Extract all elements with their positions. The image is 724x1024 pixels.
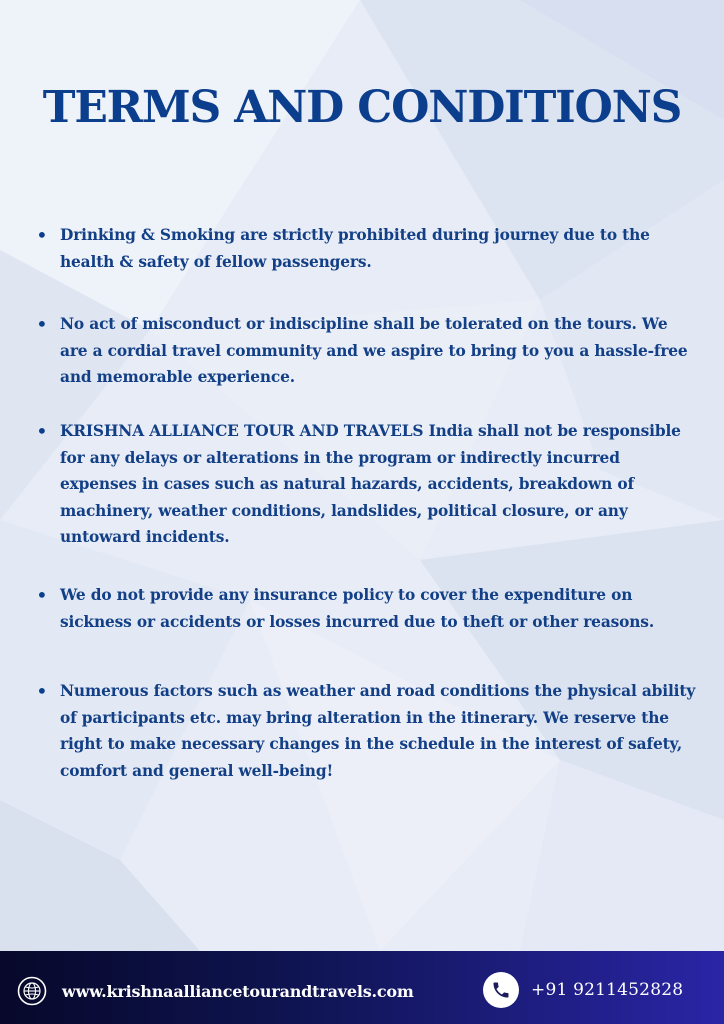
term-item xyxy=(36,678,696,784)
bullet-icon: • xyxy=(36,583,48,607)
term-text: KRISHNA ALLIANCE TOUR AND TRAVELS India shall not be responsible for any delays or alterations in the program or indirectly incurred expenses in cases such as natural hazards, accidents, breakdown of machinery, weather conditions, landslides, political closure, or any untoward incidents. xyxy=(60,422,681,546)
bullet-icon: • xyxy=(36,419,48,443)
term-item xyxy=(36,418,696,551)
bullet-icon: • xyxy=(36,312,48,336)
phone-number[interactable]: +91 9211452828 xyxy=(531,980,684,1000)
term-text: Numerous factors such as weather and road conditions the physical ability of participants etc. may bring alteration in the itinerary. We reserve the right to make necessary changes in the schedule in the interest of safety, comfort and general well-being! xyxy=(60,682,696,780)
term-text: Drinking & Smoking are strictly prohibited during journey due to the health & safety of fellow passengers. xyxy=(60,226,650,271)
globe-icon xyxy=(17,976,47,1006)
term-item xyxy=(36,222,696,275)
phone-icon xyxy=(483,972,519,1008)
bullet-icon: • xyxy=(36,223,48,247)
phone-glyph-icon xyxy=(491,980,511,1000)
term-item xyxy=(36,311,696,391)
term-text: No act of misconduct or indiscipline shall be tolerated on the tours. We are a cordial travel community and we aspire to bring to you a hassle-free and memorable experience. xyxy=(60,315,688,386)
term-text: We do not provide any insurance policy to cover the expenditure on sickness or accidents or losses incurred due to theft or other reasons. xyxy=(60,586,655,631)
term-item xyxy=(36,582,696,635)
footer-bar xyxy=(0,951,724,1024)
page-title: TERMS AND CONDITIONS xyxy=(42,82,682,133)
website-link[interactable]: www.krishnaalliancetourandtravels.com xyxy=(62,982,414,1001)
bullet-icon: • xyxy=(36,679,48,703)
